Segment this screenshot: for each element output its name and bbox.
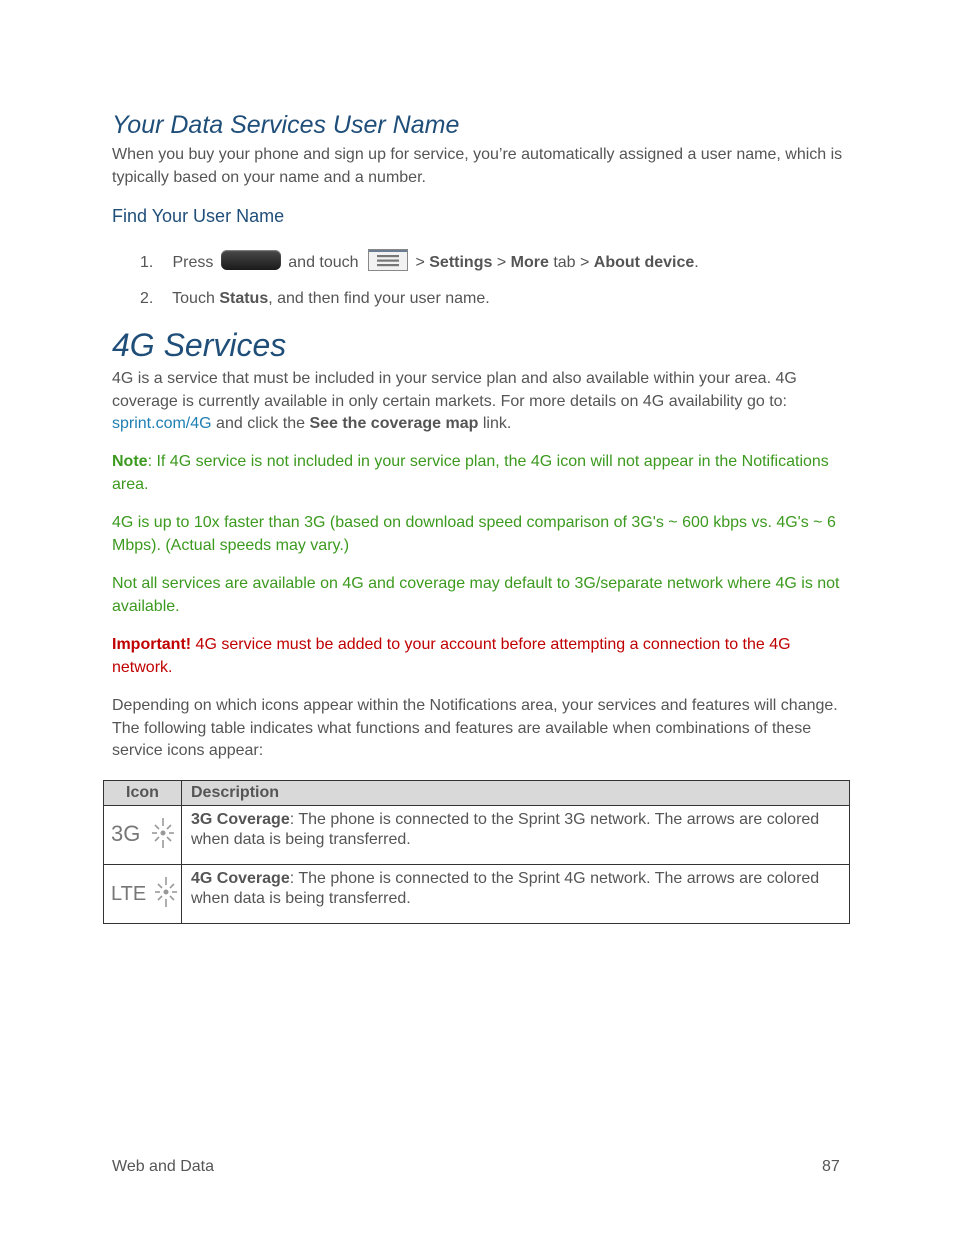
table-header-icon: Icon: [104, 781, 182, 806]
table-row: [104, 865, 850, 924]
user-name-intro: When you buy your phone and sign up for service, you’re automatically assigned a user name, which is typically based on your name and a number.: [112, 146, 843, 186]
settings-label: Settings: [429, 254, 493, 271]
important-text: 4G service must be added to your account before attempting a connection to the 4G network.: [112, 636, 791, 676]
3g-signal-icon: [104, 806, 182, 865]
step-1: [140, 249, 699, 271]
about-device-label: About device: [593, 254, 695, 271]
step-number: 1.: [140, 254, 154, 271]
speed-paragraph: 4G is up to 10x faster than 3G (based on download speed comparison of 3G's ~ 600 kbps vs. 4G's ~ 6 Mbps). (Actual speeds may vary.): [112, 514, 836, 554]
status-label: Status: [219, 290, 269, 307]
press-text: Press: [172, 254, 214, 271]
4g-coverage-text: : The phone is connected to the Sprint 4G network. The arrows are colored when data is being transferred.: [191, 870, 820, 907]
step-2: [140, 288, 490, 310]
separator: >: [496, 254, 507, 271]
3g-coverage-text: : The phone is connected to the Sprint 3G network. The arrows are colored when data is being transferred.: [191, 811, 820, 848]
footer-page-number: 87: [822, 1158, 840, 1175]
note-paragraph: [112, 451, 847, 496]
footer-section-name: Web and Data: [112, 1158, 214, 1175]
3g-coverage-label: 3G Coverage: [191, 811, 290, 828]
section-title-4g-services: 4G Services: [112, 327, 287, 363]
availability-paragraph: Not all services are available on 4G and coverage may default to 3G/separate network where 4G is not available.: [112, 575, 840, 615]
more-label: More: [510, 254, 549, 271]
subheading-find-user-name: Find Your User Name: [112, 206, 285, 226]
4g-intro-text-c: link.: [482, 415, 512, 433]
depending-paragraph: Depending on which icons appear within the Notifications area, your services and features will change. The following table indicates what functions and features are available when combinations of these service icons appear:: [112, 697, 838, 760]
4g-intro-text-a: 4G is a service that must be included in your service plan and also available within your area. 4G coverage is currently available in only certain markets. For more details on 4G availability go to:: [112, 370, 797, 410]
table-row: [104, 806, 850, 865]
step-number: 2.: [140, 290, 154, 307]
menu-key-icon: [368, 249, 408, 271]
4g-coverage-label: 4G Coverage: [191, 870, 290, 887]
4g-intro-text-b: and click the: [216, 415, 305, 433]
svg-text:LTE: LTE: [111, 883, 147, 905]
sprint-4g-link[interactable]: sprint.com/4G: [112, 415, 212, 433]
lte-signal-icon: [104, 865, 182, 924]
touch-text: Touch: [172, 290, 215, 307]
note-text: : If 4G service is not included in your service plan, the 4G icon will not appear in the Notifications area.: [112, 453, 829, 493]
important-label: Important!: [112, 636, 192, 653]
separator: >: [415, 254, 425, 271]
coverage-map-label: See the coverage map: [309, 415, 479, 433]
4g-coverage-description: [182, 865, 850, 924]
step-2-rest: , and then find your user name.: [268, 290, 490, 307]
3g-coverage-description: [182, 806, 850, 865]
3g-signal-icon: [104, 806, 181, 859]
table-header-description: Description: [182, 781, 850, 806]
section-title-user-name: Your Data Services User Name: [112, 111, 460, 139]
and-touch-text: and touch: [288, 254, 359, 271]
note-label: Note: [112, 453, 148, 470]
home-key-icon: [221, 250, 281, 270]
4g-intro: [112, 368, 847, 436]
service-icons-table: [103, 780, 850, 924]
tab-text: tab >: [553, 254, 590, 271]
period: .: [694, 254, 699, 271]
svg-text:3G: 3G: [111, 821, 141, 846]
important-paragraph: [112, 634, 847, 679]
lte-signal-icon: [104, 865, 181, 918]
table-header-row: [104, 781, 850, 806]
